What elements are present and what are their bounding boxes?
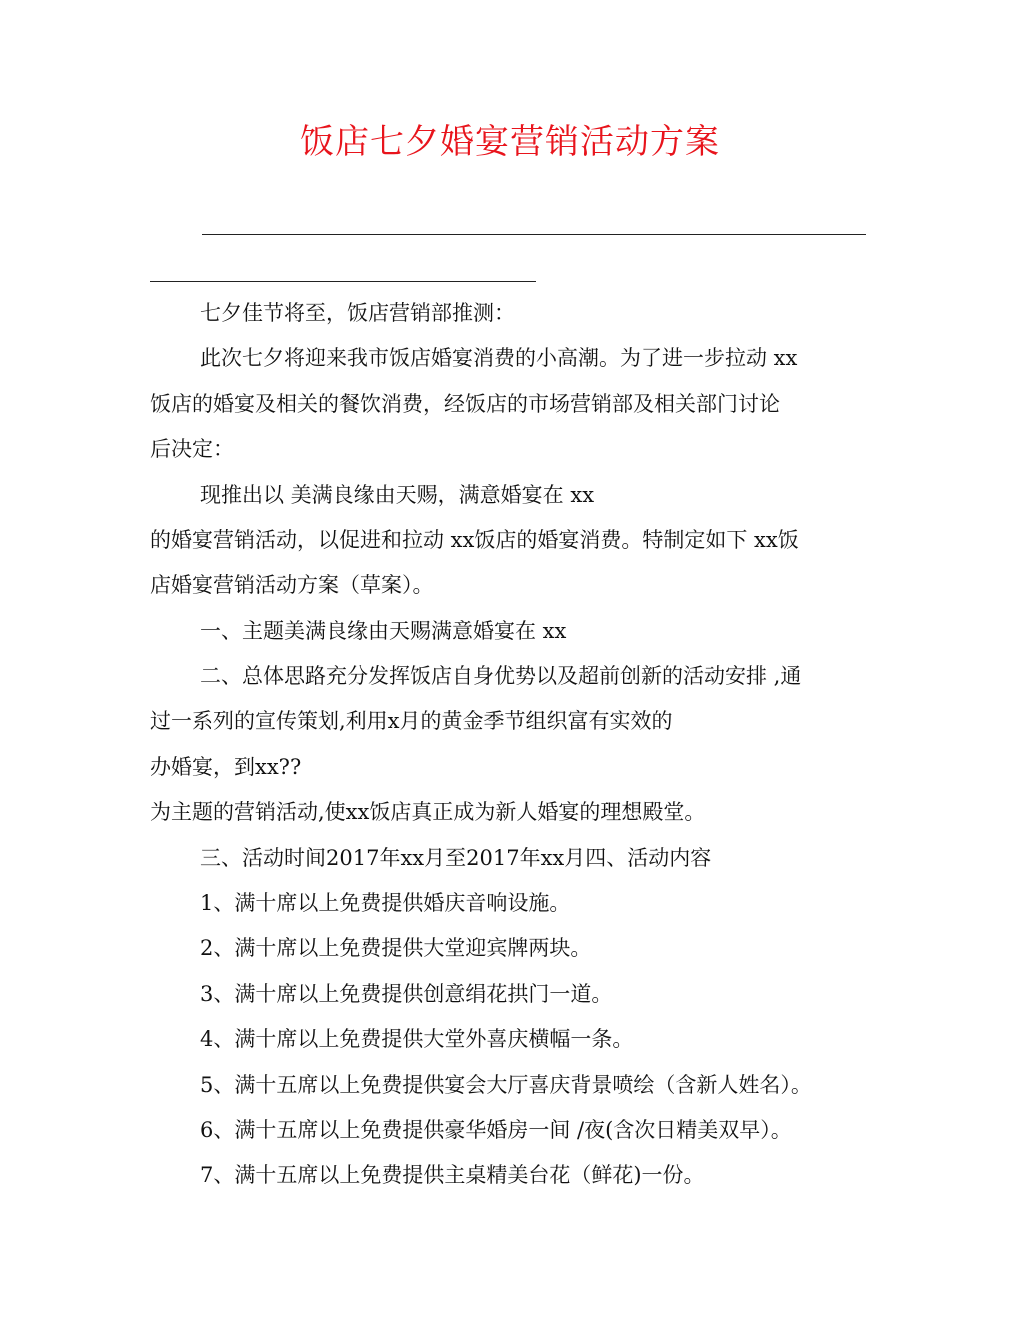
blank-underline-2 bbox=[150, 281, 536, 282]
list-item: 5、满十五席以上免费提供宴会大厅喜庆背景喷绘（含新人姓名）。 bbox=[200, 1073, 812, 1097]
paragraph-line: 现推出以 美满良缘由天赐，满意婚宴在 xx bbox=[200, 483, 595, 507]
list-item: 3、满十席以上免费提供创意绢花拱门一道。 bbox=[200, 982, 613, 1006]
paragraph-line: 为主题的营销活动,使xx饭店真正成为新人婚宴的理想殿堂。 bbox=[150, 800, 706, 824]
paragraph-line: 后决定： bbox=[150, 437, 234, 461]
paragraph-line: 过一系列的宣传策划,利用x月的黄金季节组织富有实效的 bbox=[150, 709, 673, 733]
document-title: 饭店七夕婚宴营销活动方案 bbox=[300, 122, 720, 162]
list-item: 7、满十五席以上免费提供主桌精美台花（鲜花)一份。 bbox=[200, 1163, 705, 1187]
paragraph-line: 此次七夕将迎来我市饭店婚宴消费的小高潮。为了进一步拉动 xx bbox=[200, 346, 798, 370]
section-heading-time: 三、活动时间2017年xx月至2017年xx月四、活动内容 bbox=[200, 846, 712, 870]
blank-underline-1 bbox=[202, 234, 866, 235]
paragraph-line: 办婚宴，到xx?? bbox=[150, 755, 302, 779]
paragraph-line: 店婚宴营销活动方案（草案）。 bbox=[150, 573, 434, 597]
paragraph-line: 的婚宴营销活动，以促进和拉动 xx饭店的婚宴消费。特制定如下 xx饭 bbox=[150, 528, 799, 552]
section-heading-approach: 二、总体思路充分发挥饭店自身优势以及超前创新的活动安排 ,通 bbox=[200, 664, 802, 688]
list-item: 4、满十席以上免费提供大堂外喜庆横幅一条。 bbox=[200, 1027, 634, 1051]
list-item: 6、满十五席以上免费提供豪华婚房一间 /夜(含次日精美双早）。 bbox=[200, 1118, 792, 1142]
paragraph-line: 饭店的婚宴及相关的餐饮消费，经饭店的市场营销部及相关部门讨论 bbox=[150, 392, 780, 416]
section-heading-theme: 一、主题美满良缘由天赐满意婚宴在 xx bbox=[200, 619, 567, 643]
list-item: 1、满十席以上免费提供婚庆音响设施。 bbox=[200, 891, 571, 915]
list-item: 2、满十席以上免费提供大堂迎宾牌两块。 bbox=[200, 936, 592, 960]
intro-line: 七夕佳节将至，饭店营销部推测： bbox=[200, 301, 515, 325]
